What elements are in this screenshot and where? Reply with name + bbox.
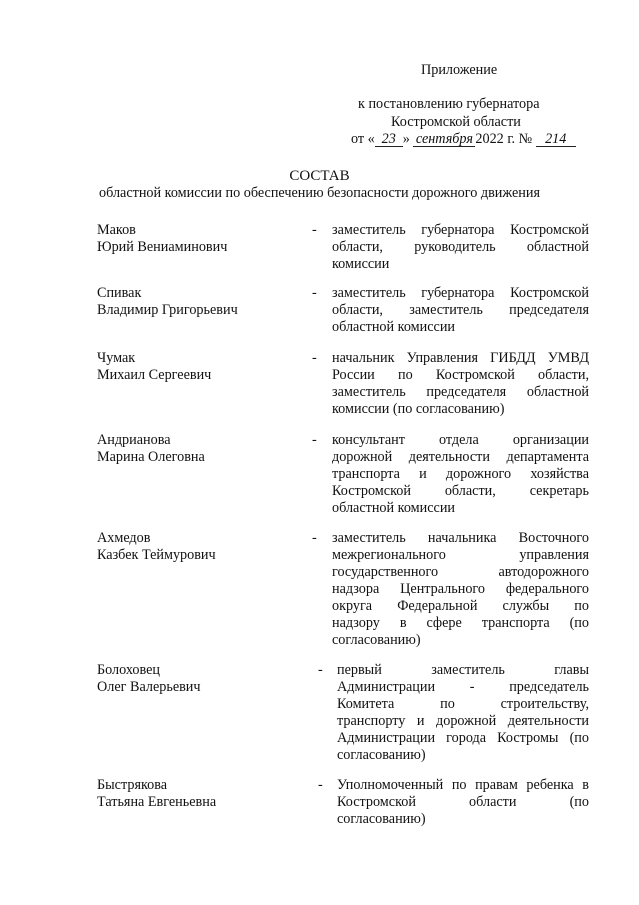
position-line: надзора Центрального федерального [332,581,589,597]
member-position [332,350,589,418]
member-name [97,285,297,319]
date-mid: » [402,131,410,147]
position-line: заместитель начальника Восточного [332,530,589,546]
position-line: дорожной деятельности департамента [332,449,589,465]
date-prefix: от « [351,131,375,147]
member-given-names: Марина Олеговна [97,449,205,465]
dash-separator: - [312,432,317,448]
dash-separator: - [312,285,317,301]
member-name [97,350,297,384]
member-given-names: Михаил Сергеевич [97,367,212,383]
position-line: согласованию) [337,811,426,827]
dash-separator: - [312,222,317,238]
member-name [97,222,297,256]
appendix-label: Приложение [421,62,498,78]
decree-number-handwritten: 214 [536,132,576,147]
member-given-names: Олег Валерьевич [97,679,201,695]
date-day-handwritten: 23 [375,132,403,147]
position-line: транспорту и дорожной деятельности [337,713,589,729]
member-surname: Ахмедов [97,530,151,546]
position-line: государственного автодорожного [332,564,589,580]
date-month-handwritten: сентября [413,132,475,147]
position-line: Костромской области (по [337,794,589,810]
member-position [332,222,589,273]
dash-separator: - [312,350,317,366]
position-line: области, руководитель областной [332,239,589,255]
member-position [332,285,589,336]
position-line: согласованию) [337,747,426,763]
position-line: комиссии [332,256,390,272]
member-position [337,777,589,828]
member-name [97,432,297,466]
position-line: округа Федеральной службы по [332,598,589,614]
member-position [337,662,589,764]
position-line: надзору в сфере транспорта (по [332,615,589,631]
member-position [332,530,589,649]
position-line: консультант отдела организации [332,432,589,448]
member-position [332,432,589,517]
decree-reference: к постановлению губернатора [358,96,540,112]
position-line: Комитета по строительству, [337,696,589,712]
date-suffix: 2022 г. № [475,131,533,147]
dash-separator: - [318,777,323,793]
position-line: области, заместитель председателя [332,302,589,318]
member-surname: Болоховец [97,662,161,678]
member-name [97,777,297,811]
member-given-names: Казбек Теймурович [97,547,216,563]
member-surname: Андрианова [97,432,171,448]
decree-date-line [351,131,576,148]
position-line: первый заместитель главы [337,662,589,678]
position-line: заместитель губернатора Костромской [332,222,589,238]
document-title: СОСТАВ [289,168,350,184]
position-line: Костромской области, секретарь [332,483,589,499]
member-name [97,662,297,696]
dash-separator: - [318,662,323,678]
position-line: России по Костромской области, [332,367,589,383]
member-given-names: Владимир Григорьевич [97,302,238,318]
position-line: областной комиссии [332,500,456,516]
position-line: Администрации - председатель [337,679,589,695]
position-line: заместитель председателя областной [332,384,589,400]
member-surname: Маков [97,222,136,238]
document-subtitle: областной комиссии по обеспечению безопасности дорожного движения [98,185,540,201]
member-given-names: Татьяна Евгеньевна [97,794,217,810]
member-surname: Быстрякова [97,777,168,793]
member-surname: Спивак [97,285,142,301]
position-line: межрегионального управления [332,547,589,563]
member-name [97,530,297,564]
position-line: согласованию) [332,632,421,648]
region-reference: Костромской области [391,114,521,130]
position-line: Уполномоченный по правам ребенка в [337,777,589,793]
position-line: Администрации города Костромы (по [337,730,589,746]
position-line: начальник Управления ГИБДД УМВД [332,350,589,366]
position-line: областной комиссии [332,319,456,335]
dash-separator: - [312,530,317,546]
position-line: комиссии (по согласованию) [332,401,505,417]
member-surname: Чумак [97,350,136,366]
member-given-names: Юрий Вениаминович [97,239,228,255]
position-line: заместитель губернатора Костромской [332,285,589,301]
position-line: транспорта и дорожного хозяйства [332,466,589,482]
